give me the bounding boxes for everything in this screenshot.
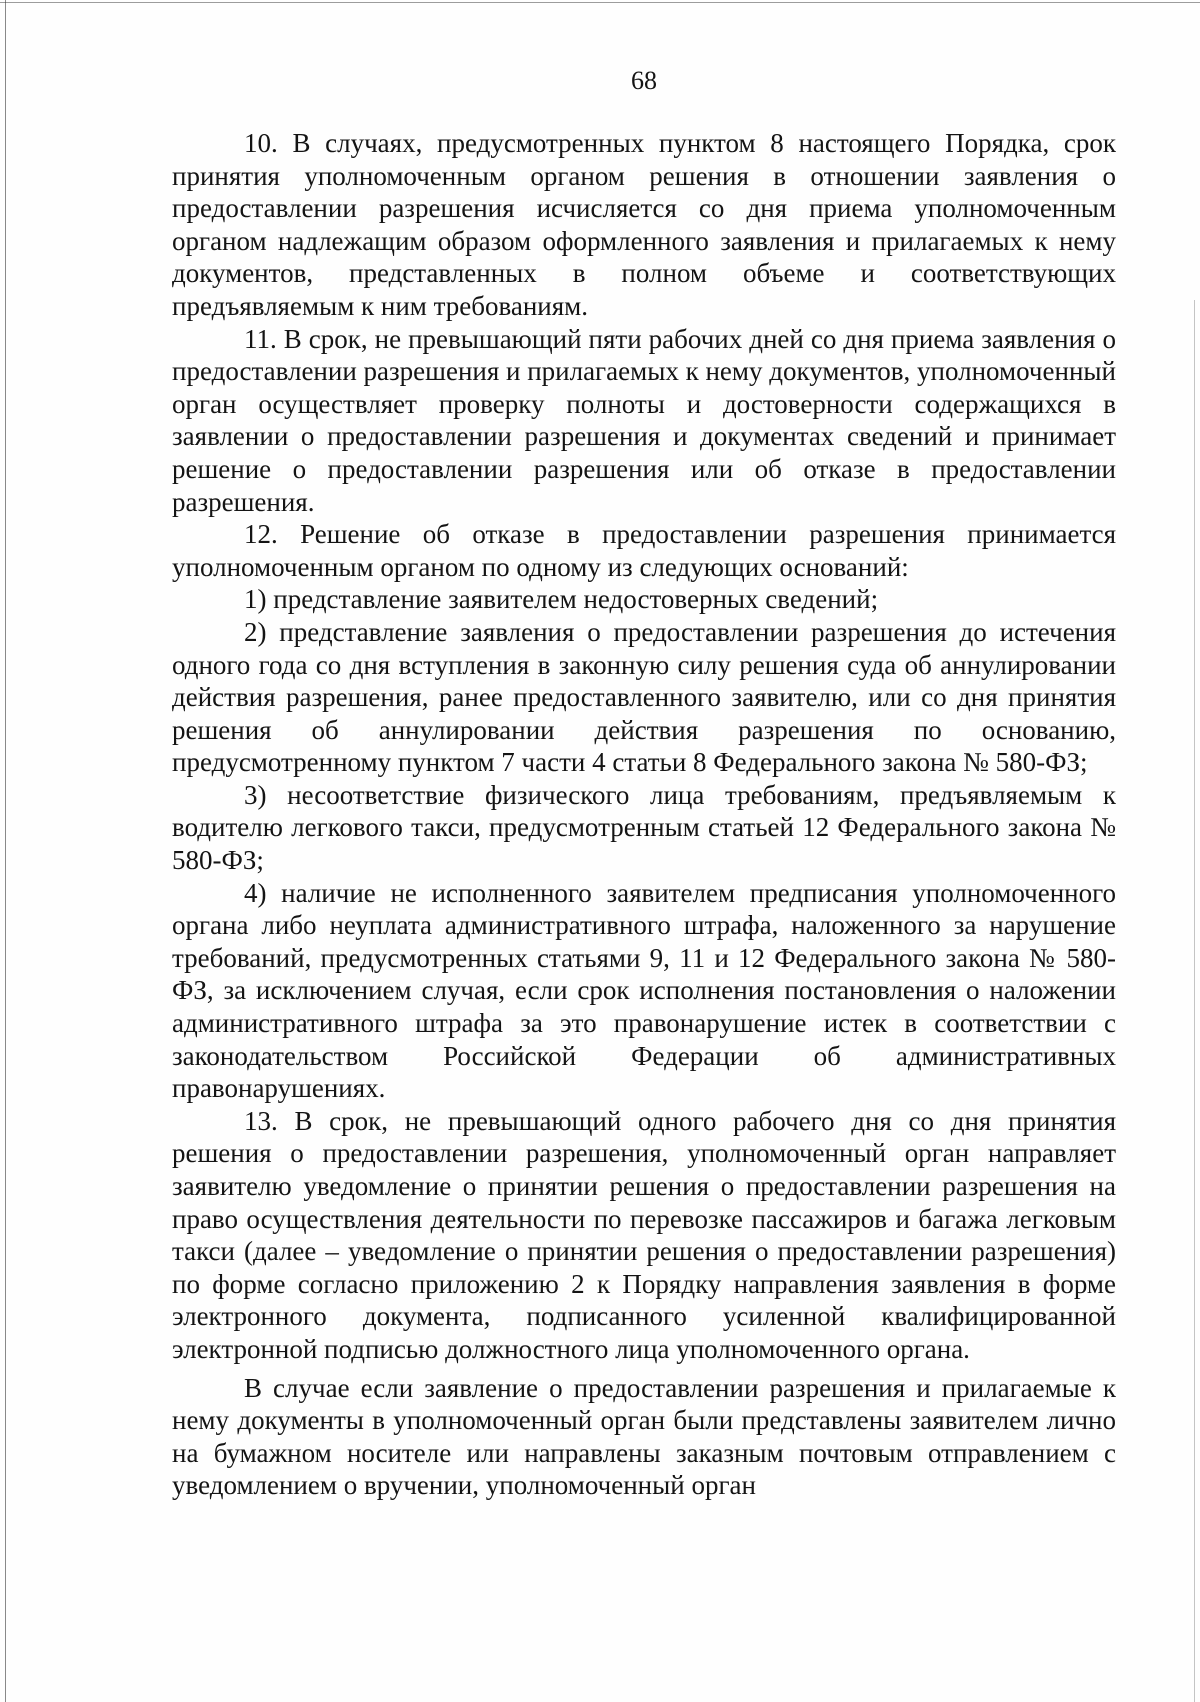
- page-number: 68: [631, 66, 657, 95]
- paragraph-12: 12. Решение об отказе в предоставлении разрешения принимается уполномоченным органом по одному из следующих оснований:: [172, 519, 1116, 582]
- list-item-1: 1) представление заявителем недостоверных сведений;: [244, 584, 879, 615]
- document-body: [172, 127, 1116, 1502]
- paragraph-10: 10. В случаях, предусмотренных пунктом 8 настоящего Порядка, срок принятия уполномоченным органом решения в отношении заявления о предоставлении разрешения исчисляется со дня приема уполномоченным органом надлежащим образом оформленного заявления и прилагаемых к нему документов, представленных в полном объеме и соответствующих предъявляемым к ним требованиям.: [172, 128, 1116, 321]
- paragraph-11: 11. В срок, не превышающий пяти рабочих дней со дня приема заявления о предоставлении разрешения и прилагаемых к нему документов, уполномоченный орган осуществляет проверку полноты и достоверности содержащихся в заявлении о предоставлении разрешения и документах сведений и принимает решение о предоставлении разрешения или об отказе в предоставлении разрешения.: [172, 323, 1116, 517]
- list-item-2: 2) представление заявления о предоставлении разрешения до истечения одного года со дня вступления в законную силу решения суда об аннулировании действия разрешения, ранее предоставленного заявителю, или со дня принятия решения об аннулировании действия разрешения по основанию, предусмотренному пунктом 7 части 4 статьи 8 Федерального закона № 580-ФЗ;: [172, 616, 1116, 778]
- list-item-3: 3) несоответствие физического лица требованиям, предъявляемым к водителю легкового такси, предусмотренным статьей 12 Федерального закона № 580-ФЗ;: [172, 779, 1116, 876]
- scan-edge-right: [1194, 300, 1195, 1702]
- scan-edge-top: [0, 2, 1200, 3]
- paragraph-13: 13. В срок, не превышающий одного рабочего дня со дня принятия решения о предоставлении разрешения, уполномоченный орган направляет заявителю уведомление о принятии решения о предоставлении разрешения на право осуществления деятельности по перевозке пассажиров и багажа легковым такси (далее – уведомление о принятии решения о предоставлении разрешения) по форме согласно приложению 2 к Порядку направления заявления в форме электронного документа, подписанного усиленной квалифицированной электронной подписью должностного лица уполномоченного органа.: [172, 1105, 1116, 1364]
- list-item-4: 4) наличие не исполненного заявителем предписания уполномоченного органа либо неуплата административного штрафа, наложенного за нарушение требований, предусмотренных статьями 9, 11 и 12 Федерального закона № 580-ФЗ, за исключением случая, если срок исполнения постановления о наложении административного штрафа за это правонарушение истек в соответствии с законодательством Российской Федерации об административных правонарушениях.: [172, 877, 1116, 1104]
- scan-edge-left: [5, 0, 6, 1702]
- paragraph-13-continuation: В случае если заявление о предоставлении разрешения и прилагаемые к нему документы в уполномоченный орган были представлены заявителем лично на бумажном носителе или направлены заказным почтовым отправлением с уведомлением о вручении, уполномоченный орган: [172, 1372, 1116, 1501]
